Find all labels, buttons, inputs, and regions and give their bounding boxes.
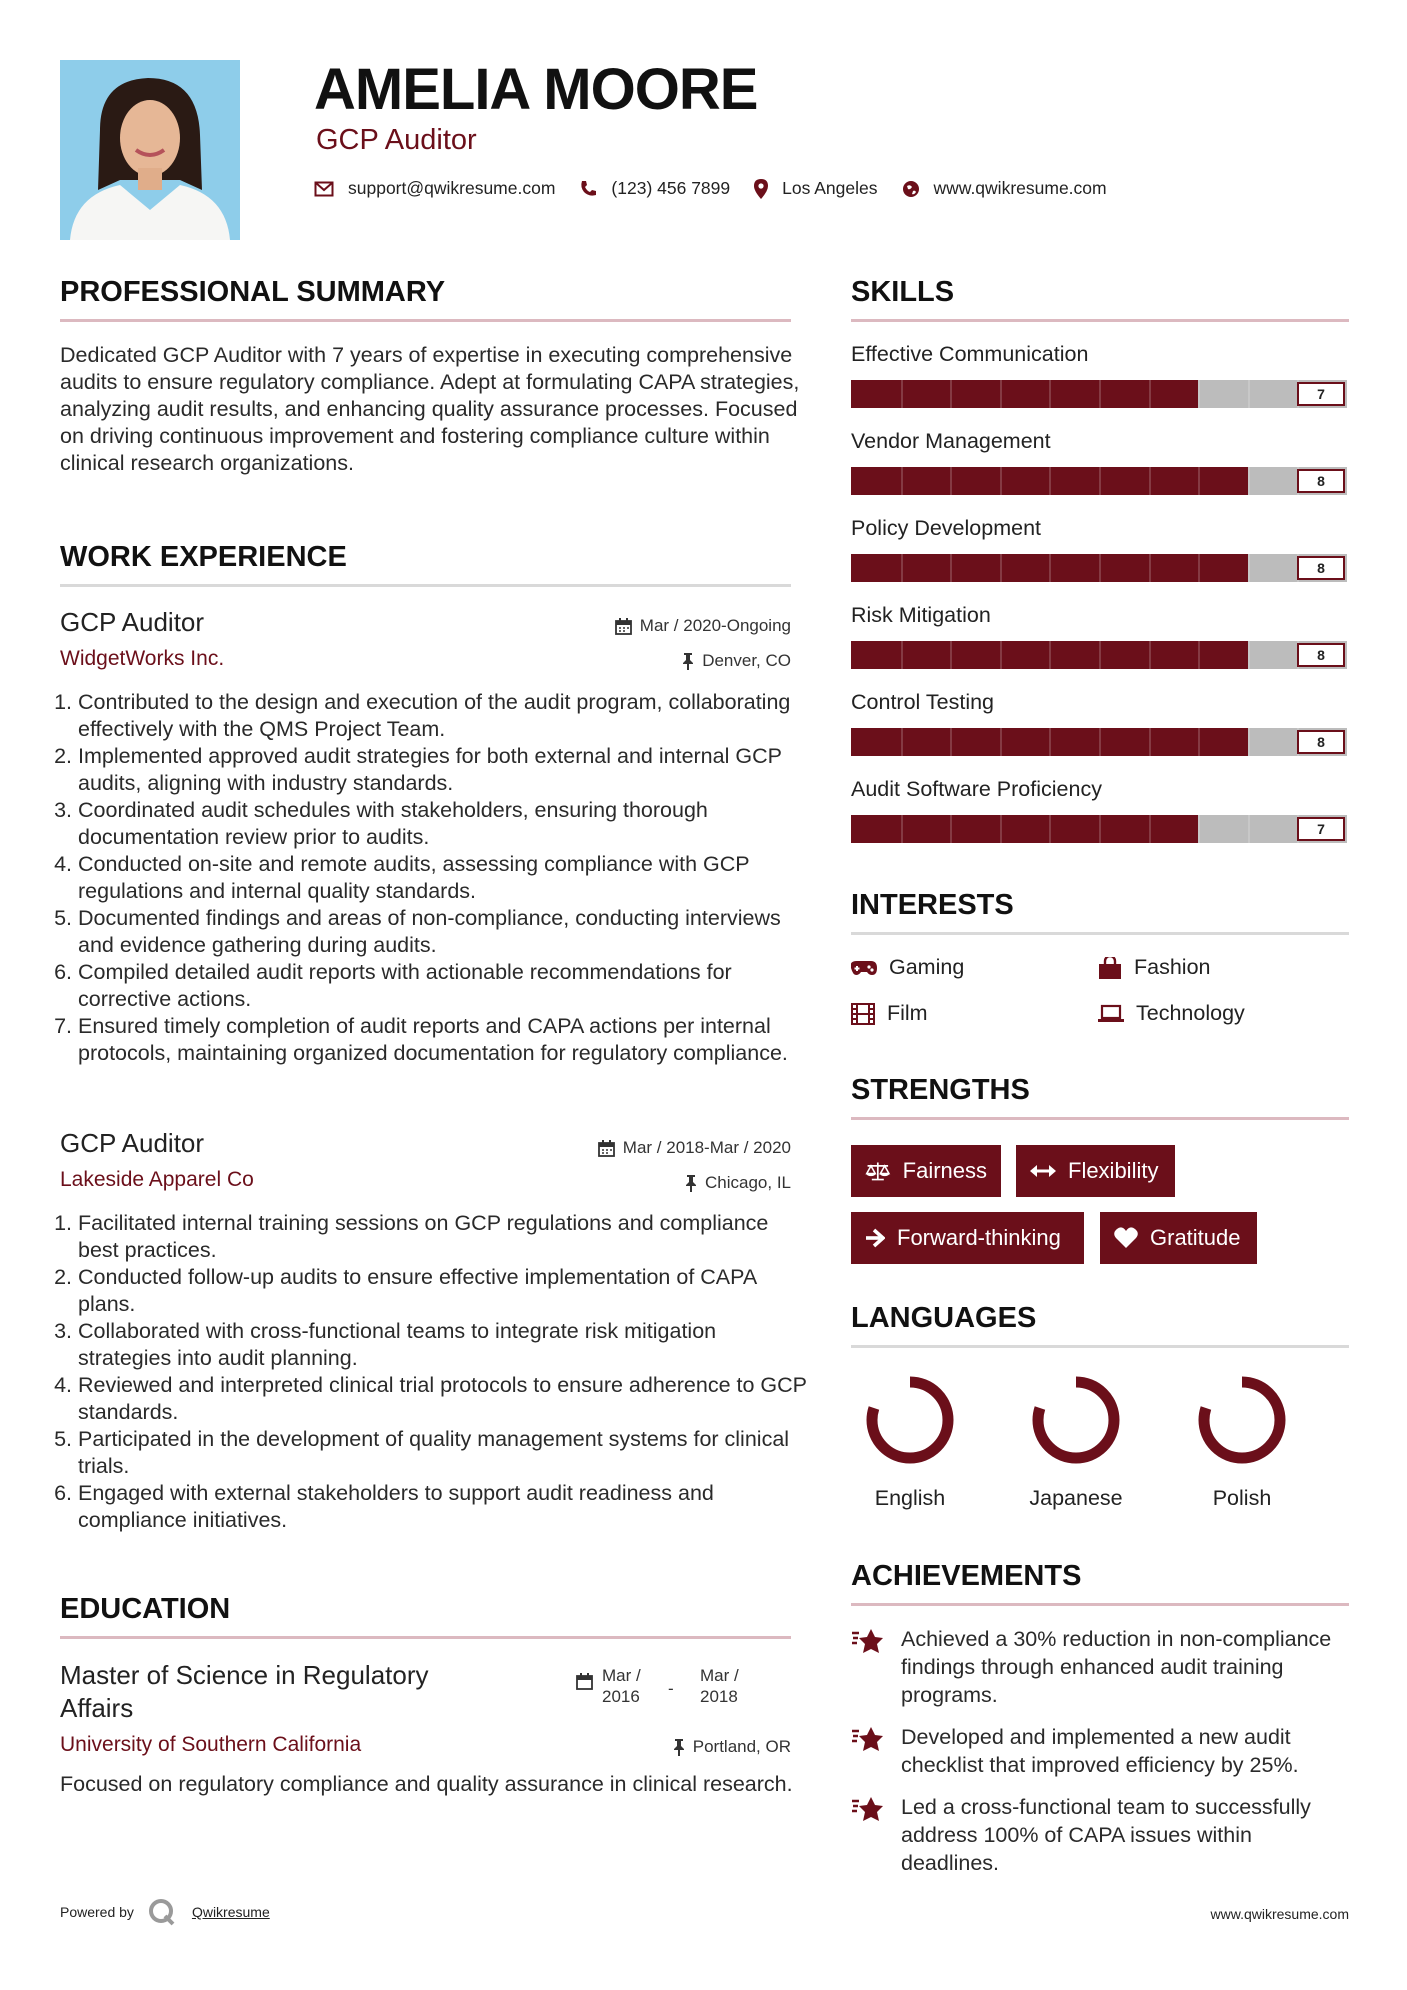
skill-bar-divider	[901, 641, 903, 669]
language-item	[1006, 1372, 1146, 1511]
list-item: 1. Facilitated internal training sessions on GCP regulations and compliance best practices.	[78, 1210, 808, 1264]
skill-name: Risk Mitigation	[851, 603, 991, 627]
skill-bar-divider	[1149, 815, 1151, 843]
skill-bar-divider	[950, 467, 952, 495]
arrow-right-icon	[865, 1228, 885, 1248]
job-dates	[615, 616, 791, 636]
edu-end-month: Mar /	[700, 1666, 739, 1685]
contact-email[interactable]	[314, 178, 555, 199]
list-item: 5. Documented findings and areas of non-compliance, conducting interviews and evidence gathering during audits.	[78, 905, 808, 959]
interest-technology	[1098, 1001, 1245, 1026]
skill-bar-divider	[1099, 728, 1101, 756]
strength-chip	[1016, 1145, 1175, 1197]
skill-bar	[851, 554, 1347, 582]
skill-bar-divider	[1149, 641, 1151, 669]
summary-text: Dedicated GCP Auditor with 7 years of expertise in executing comprehensive audits to ensure regulatory compliance. Adept at formulating CAPA strategies, analyzing audit results, and enhancing quality assurance processes. Focused on driving continuous improvement and fostering compliance culture within clinical research organizations.	[60, 343, 800, 475]
skill-level: 7	[1297, 817, 1345, 841]
pin-icon	[682, 653, 694, 670]
edu-end-year: 2018	[700, 1687, 738, 1706]
skill-bar-divider	[1149, 467, 1151, 495]
footer-url[interactable]: www.qwikresume.com	[1210, 1906, 1349, 1922]
achievements-heading: ACHIEVEMENTS	[851, 1560, 1349, 1606]
job-location	[682, 651, 791, 671]
skill-bar-divider	[1099, 380, 1101, 408]
skill-bar-divider	[1000, 815, 1002, 843]
date-separator: -	[668, 1679, 674, 1698]
list-item: 3. Collaborated with cross-functional teams to integrate risk mitigation strategies into audit planning.	[78, 1318, 808, 1372]
job-dates-text: Mar / 2020-Ongoing	[639, 616, 791, 635]
heart-icon	[1114, 1227, 1138, 1249]
interests-heading: INTERESTS	[851, 889, 1349, 935]
profile-photo	[60, 60, 240, 240]
skill-bar-divider	[901, 467, 903, 495]
skill-bar-divider	[1248, 554, 1250, 582]
strength-chip	[851, 1145, 1001, 1197]
summary-heading: PROFESSIONAL SUMMARY	[60, 276, 791, 322]
skill-level: 7	[1297, 382, 1345, 406]
strength-chip	[851, 1212, 1084, 1264]
list-item: 1. Contributed to the design and execution of the audit program, collaborating effectively with the QMS Project Team.	[78, 689, 808, 743]
language-item	[1172, 1372, 1312, 1511]
skill-name: Effective Communication	[851, 342, 1089, 366]
skill-bar-divider	[1198, 380, 1200, 408]
trophy-star-icon	[851, 1725, 885, 1753]
interest-label: Technology	[1136, 1001, 1245, 1025]
skill-bar-divider	[1198, 467, 1200, 495]
strength-chip	[1100, 1212, 1257, 1264]
skill-level: 8	[1297, 643, 1345, 667]
skill-bar-divider	[950, 728, 952, 756]
education-location	[673, 1737, 791, 1757]
skill-bar-divider	[1000, 380, 1002, 408]
skill-bar-divider	[1049, 641, 1051, 669]
skill-bar-divider	[1198, 815, 1200, 843]
list-item: 4. Conducted on-site and remote audits, assessing compliance with GCP regulations and internal quality standards.	[78, 851, 808, 905]
list-item: 2. Conducted follow-up audits to ensure effective implementation of CAPA plans.	[78, 1264, 808, 1318]
skill-bar-divider	[1049, 380, 1051, 408]
skill-bar-divider	[950, 554, 952, 582]
skill-bar-divider	[1099, 554, 1101, 582]
edu-start-year: 2016	[602, 1687, 640, 1706]
location-text: Los Angeles	[782, 178, 878, 198]
skill-bar-divider	[901, 728, 903, 756]
language-item	[840, 1372, 980, 1511]
language-proficiency-arc	[872, 1382, 948, 1458]
calendar-icon	[576, 1673, 593, 1690]
pin-icon	[685, 1175, 697, 1192]
email-text: support@qwikresume.com	[348, 178, 556, 198]
candidate-name: AMELIA MOORE	[314, 57, 758, 122]
skill-level: 8	[1297, 556, 1345, 580]
profile-photo-image	[60, 60, 240, 240]
achievement-item	[851, 1793, 1351, 1877]
laptop-icon	[1098, 1004, 1124, 1024]
contact-location	[754, 178, 877, 199]
skill-bar-divider	[1000, 554, 1002, 582]
interest-label: Fashion	[1134, 955, 1211, 979]
skills-heading: SKILLS	[851, 276, 1349, 322]
language-proficiency-arc	[1038, 1382, 1114, 1458]
skill-bar-divider	[1000, 728, 1002, 756]
skill-bar	[851, 815, 1347, 843]
list-item: 2. Implemented approved audit strategies for both external and internal GCP audits, aligning with industry standards.	[78, 743, 808, 797]
powered-by	[60, 1898, 270, 1926]
skill-bar-divider	[950, 380, 952, 408]
pin-icon	[673, 1739, 685, 1756]
contact-phone[interactable]	[579, 178, 730, 199]
achievement-text: Led a cross-functional team to successfully address 100% of CAPA issues within deadlines.	[901, 1795, 1311, 1875]
degree-title: Master of Science in Regulatory Affairs	[60, 1660, 429, 1723]
skill-bar-divider	[1248, 728, 1250, 756]
interest-film	[851, 1001, 928, 1026]
skill-bar-divider	[1248, 380, 1250, 408]
list-item: 5. Participated in the development of quality management systems for clinical trials.	[78, 1426, 808, 1480]
interest-label: Film	[887, 1001, 928, 1025]
balance-scale-icon	[865, 1159, 891, 1183]
language-name: Japanese	[1029, 1486, 1123, 1510]
strengths-heading: STRENGTHS	[851, 1074, 1349, 1120]
skill-bar-divider	[1000, 467, 1002, 495]
interest-label: Gaming	[889, 955, 965, 979]
skill-bar-divider	[950, 641, 952, 669]
gamepad-icon	[851, 960, 877, 976]
skill-level: 8	[1297, 730, 1345, 754]
achievement-item	[851, 1625, 1351, 1709]
website-text: www.qwikresume.com	[933, 178, 1107, 198]
skill-bar	[851, 641, 1347, 669]
skill-bar-divider	[1248, 815, 1250, 843]
language-proficiency-ring	[1028, 1372, 1124, 1468]
list-item: 3. Coordinated audit schedules with stakeholders, ensuring thorough documentation review prior to audits.	[78, 797, 808, 851]
skill-bar-divider	[901, 554, 903, 582]
skill-bar-divider	[1000, 641, 1002, 669]
skill-bar	[851, 467, 1347, 495]
film-icon	[851, 1003, 875, 1025]
calendar-icon	[615, 618, 632, 635]
strength-label: Forward-thinking	[897, 1225, 1061, 1250]
skill-bar	[851, 728, 1347, 756]
skill-bar-divider	[1198, 728, 1200, 756]
skill-bar-fill	[851, 815, 1198, 843]
phone-icon	[579, 180, 597, 198]
contact-website[interactable]	[902, 178, 1107, 199]
job-location	[685, 1173, 791, 1193]
trophy-star-icon	[851, 1627, 885, 1655]
job-company: WidgetWorks Inc.	[60, 647, 225, 670]
job-location-text: Chicago, IL	[705, 1173, 791, 1192]
job-title: GCP Auditor	[60, 607, 205, 637]
list-item: 6. Compiled detailed audit reports with actionable recommendations for corrective actions.	[78, 959, 808, 1013]
job-bullets	[54, 689, 808, 1067]
job-title: GCP Auditor	[60, 1128, 205, 1158]
job-bullets	[54, 1210, 808, 1534]
skill-name: Control Testing	[851, 690, 995, 714]
interest-fashion	[1098, 955, 1211, 980]
school-name: University of Southern California	[60, 1733, 362, 1756]
arrows-horizontal-icon	[1030, 1164, 1056, 1178]
trophy-star-icon	[851, 1795, 885, 1823]
education-description: Focused on regulatory compliance and quality assurance in clinical research.	[60, 1772, 793, 1796]
list-item: 6. Engaged with external stakeholders to support audit readiness and compliance initiatives.	[78, 1480, 808, 1534]
strength-label: Flexibility	[1068, 1158, 1159, 1183]
achievement-text: Achieved a 30% reduction in non-compliance findings through enhanced audit training programs.	[901, 1627, 1332, 1707]
candidate-role: GCP Auditor	[316, 124, 477, 156]
contact-bar	[314, 178, 1131, 199]
job-dates-text: Mar / 2018-Mar / 2020	[622, 1138, 791, 1157]
skill-bar-divider	[1099, 467, 1101, 495]
skill-name: Audit Software Proficiency	[851, 777, 1102, 801]
powered-by-label: Powered by	[60, 1904, 134, 1920]
list-item: 4. Reviewed and interpreted clinical trial protocols to ensure adherence to GCP standards.	[78, 1372, 808, 1426]
achievement-text: Developed and implemented a new audit checklist that improved efficiency by 25%.	[901, 1725, 1299, 1777]
calendar-icon	[598, 1140, 615, 1157]
skill-bar-fill	[851, 380, 1198, 408]
skill-bar-divider	[1198, 554, 1200, 582]
skill-name: Policy Development	[851, 516, 1042, 540]
achievement-item	[851, 1723, 1351, 1779]
qwikresume-link[interactable]: Qwikresume	[191, 1904, 270, 1920]
skill-bar-divider	[901, 380, 903, 408]
skill-bar	[851, 380, 1347, 408]
skill-bar-divider	[1099, 641, 1101, 669]
education-heading: EDUCATION	[60, 1593, 791, 1639]
list-item: 7. Ensured timely completion of audit reports and CAPA actions per internal protocols, maintaining organized documentation for regulatory compliance.	[78, 1013, 808, 1067]
strength-label: Gratitude	[1150, 1225, 1241, 1250]
job-dates	[598, 1138, 791, 1158]
skill-bar-divider	[950, 815, 952, 843]
globe-icon	[902, 180, 920, 198]
skill-bar-divider	[1149, 380, 1151, 408]
language-proficiency-ring	[862, 1372, 958, 1468]
language-proficiency-ring	[1194, 1372, 1290, 1468]
strength-label: Fairness	[902, 1158, 987, 1183]
skill-level: 8	[1297, 469, 1345, 493]
skill-bar-divider	[1248, 641, 1250, 669]
experience-heading: WORK EXPERIENCE	[60, 541, 791, 587]
job-company: Lakeside Apparel Co	[60, 1168, 254, 1191]
edu-start-month: Mar /	[602, 1666, 641, 1685]
skill-bar-divider	[1248, 467, 1250, 495]
skill-bar-divider	[1198, 641, 1200, 669]
phone-text: (123) 456 7899	[611, 178, 731, 198]
skill-bar-divider	[1049, 815, 1051, 843]
map-marker-icon	[754, 179, 768, 199]
skill-bar-divider	[1149, 728, 1151, 756]
skill-bar-divider	[1149, 554, 1151, 582]
skill-bar-divider	[1099, 815, 1101, 843]
languages-heading: LANGUAGES	[851, 1302, 1349, 1348]
shopping-bag-icon	[1098, 957, 1122, 979]
language-name: English	[874, 1486, 946, 1510]
skill-name: Vendor Management	[851, 429, 1051, 453]
qwikresume-logo-icon	[148, 1898, 176, 1926]
skill-bar-divider	[1049, 467, 1051, 495]
interest-gaming	[851, 955, 964, 980]
skill-bar-divider	[901, 815, 903, 843]
email-icon	[314, 181, 334, 197]
language-proficiency-arc	[1204, 1382, 1280, 1458]
education-location-text: Portland, OR	[692, 1737, 791, 1756]
job-location-text: Denver, CO	[702, 651, 791, 670]
skill-bar-divider	[1049, 728, 1051, 756]
skill-bar-divider	[1049, 554, 1051, 582]
language-name: Polish	[1212, 1486, 1272, 1510]
